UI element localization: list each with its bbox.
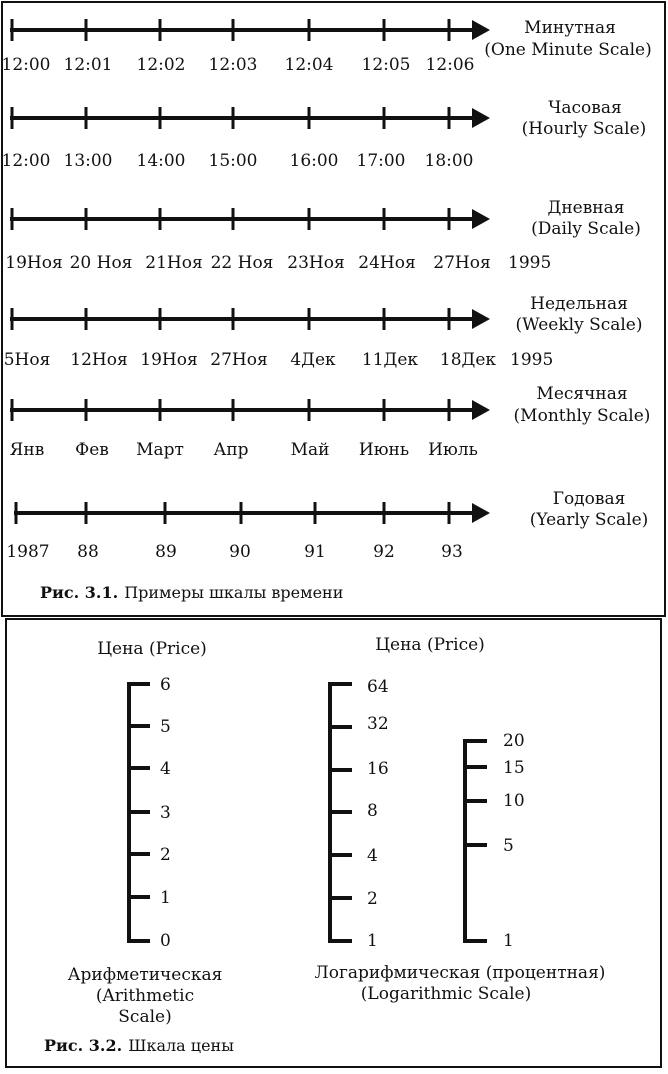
scale-name-en: (Hourly Scale) [521,119,647,139]
log-label-4: 4 [367,846,378,866]
log-label-32: 32 [367,714,389,734]
axis-arrowhead [472,503,490,523]
tick-label-3: 22 Ноя [210,253,274,273]
figure2-price-scales [44,635,605,1055]
log2-label-5: 5 [503,836,514,856]
tick-label-4: 91 [304,542,326,562]
axis-arrowhead [472,20,490,40]
figure2-caption-text: Шкала цены [128,1036,234,1055]
tick-label-2: 21Ноя [145,253,203,273]
log-label-16: 16 [367,759,389,779]
time-scale-row-minute [2,18,652,75]
tick-label-0: Янв [9,440,45,460]
tick-label-2: 14:00 [136,151,186,171]
tick-label-5: 24Ноя [358,253,416,273]
log2-label-20: 20 [503,731,525,751]
tick-label-2: 19Ноя [140,350,198,370]
tick-label-0: 12:00 [1,55,51,75]
tick-label-1: 88 [77,542,99,562]
log2-label-10: 10 [503,791,525,811]
scale-name: Недельная [530,294,628,314]
tick-label-2: Март [136,440,184,460]
tick-label-6: 27Ноя [433,253,491,273]
log-label-1: 1 [367,931,378,951]
tick-label-1: 12:01 [63,55,113,75]
figure1-time-scales [2,18,652,602]
scale-name: Минутная [524,18,616,38]
tick-label-5: 11Дек [361,350,419,370]
tick-label-3: Апр [213,440,249,460]
time-scale-row-weekly [4,294,643,370]
tick-label-2: 89 [155,542,177,562]
tick-label-1: 20 Ноя [69,253,133,273]
arith-caption-line-2: (Arithmetic [95,986,195,1006]
tick-label-3: 12:03 [208,55,258,75]
tick-label-6: Июль [428,440,478,460]
scale-name-en: (Monthly Scale) [513,406,651,426]
figure2-caption [44,1036,234,1055]
tick-label-4: 4Дек [290,350,336,370]
figure1-caption-text: Примеры шкалы времени [124,583,344,602]
arith-label-3: 3 [160,803,171,823]
axis-arrowhead [472,209,490,229]
tick-label-0: 1987 [6,542,50,562]
arith-label-4: 4 [160,759,171,779]
tick-label-3: 90 [229,542,251,562]
tick-label-6: 18:00 [424,151,474,171]
log2-label-1: 1 [503,931,514,951]
tick-label-4: 16:00 [289,151,339,171]
arith-label-0: 0 [160,931,171,951]
tick-label-3: 27Ноя [210,350,268,370]
axis-arrowhead [472,309,490,329]
tick-label-6: 12:06 [425,55,475,75]
arith-label-1: 1 [160,888,171,908]
scale-name: Месячная [536,384,628,404]
scale-name: Дневная [547,198,625,218]
scale-name-en: (One Minute Scale) [484,40,652,60]
log-label-8: 8 [367,801,378,821]
tick-label-0: 5Ноя [3,350,51,370]
arith-caption-line-3: Scale) [118,1007,172,1027]
figure1-caption-number: Рис. 3.1. [40,583,119,602]
scale-name: Часовая [548,98,622,118]
figure2-caption-number: Рис. 3.2. [44,1036,123,1055]
tick-label-4: 23Ноя [287,253,345,273]
scale-name-en: (Weekly Scale) [515,315,643,335]
tick-label-5: Июнь [358,440,410,460]
log2-label-15: 15 [503,758,525,778]
time-scale-row-daily [5,198,641,273]
scale-name-en: (Daily Scale) [531,219,641,239]
log-axis-title: Цена (Price) [375,635,485,655]
tick-label-3: 15:00 [208,151,258,171]
figure1-caption [40,583,343,602]
tick-label-2: 12:02 [136,55,186,75]
tick-label-5: 92 [373,542,395,562]
axis-arrowhead [472,400,490,420]
time-scale-row-hourly [2,98,647,171]
tick-label-6: 93 [441,542,463,562]
tick-label-6: 18Дек [439,350,497,370]
arith-axis-title: Цена (Price) [97,639,207,659]
tick-label-5: 17:00 [356,151,406,171]
tick-label-0: 19Ноя [5,253,63,273]
log-label-2: 2 [367,889,378,909]
tick-label-1: 12Ноя [70,350,128,370]
arith-label-5: 5 [160,717,171,737]
tick-label-1: 13:00 [63,151,113,171]
time-scale-row-yearly [6,489,648,562]
log-caption-line-1: Логарифмическая (процентная) [314,963,606,983]
time-scale-row-monthly [10,384,651,460]
arith-label-2: 2 [160,845,171,865]
tick-label-4: 12:04 [284,55,334,75]
year-label: 1995 [508,253,552,273]
year-label: 1995 [510,350,554,370]
arith-label-6: 6 [160,675,171,695]
tick-label-0: 12:00 [1,151,51,171]
log-caption-line-2: (Logarithmic Scale) [360,984,532,1004]
scale-name-en: (Yearly Scale) [529,510,649,530]
scale-name: Годовая [552,489,626,509]
tick-label-5: 12:05 [361,55,411,75]
log-label-64: 64 [367,677,389,697]
arith-caption-line-1: Арифметическая [67,965,223,985]
axis-arrowhead [472,108,490,128]
tick-label-1: Фев [75,440,109,460]
tick-label-4: Май [290,440,330,460]
